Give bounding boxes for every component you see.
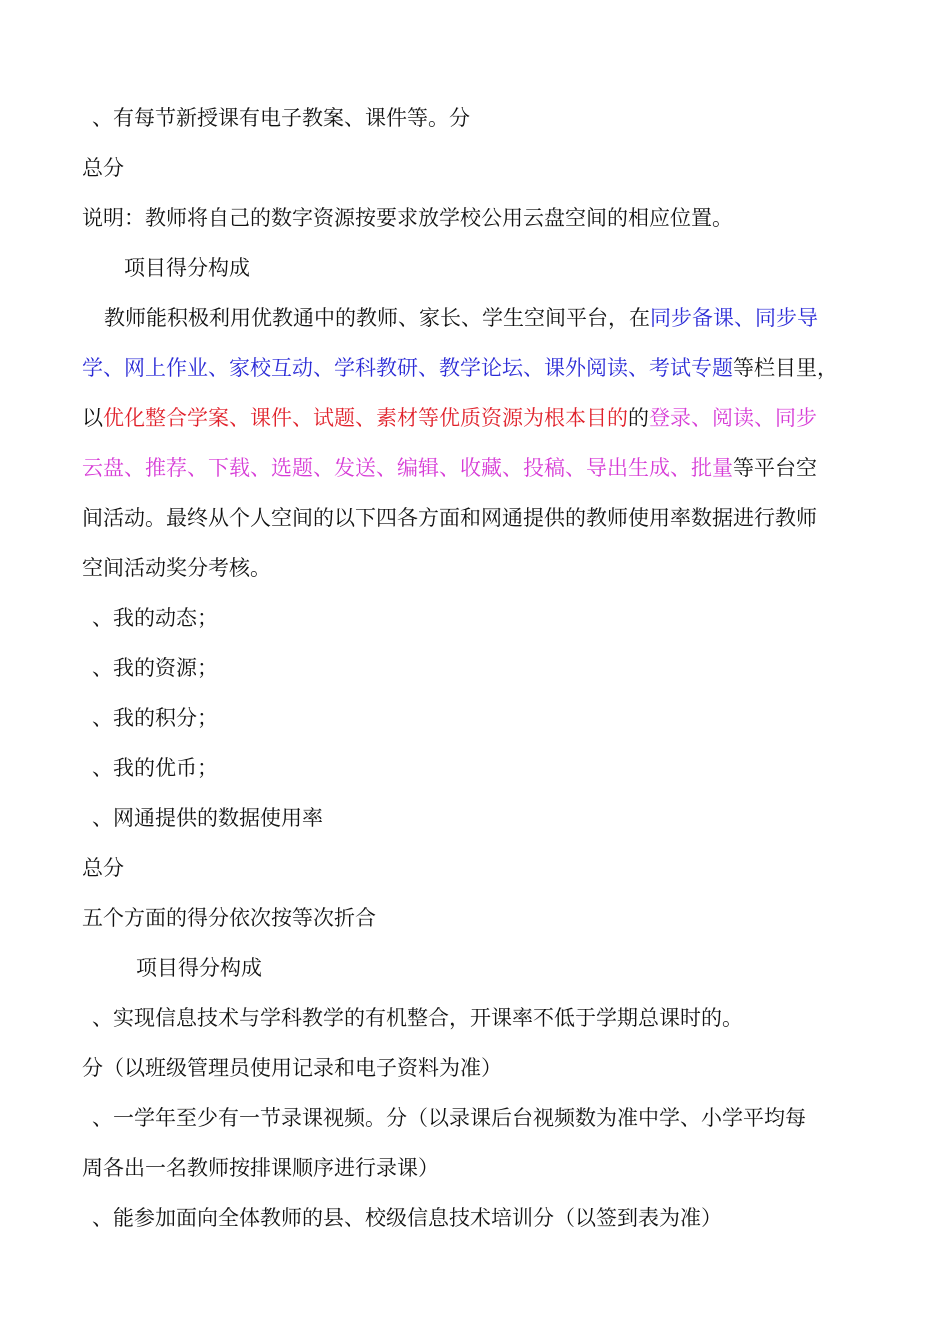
paragraph-text: 以 <box>82 406 103 430</box>
requirement-item-continued: 分（以班级管理员使用记录和电子资料为准） <box>82 1056 502 1080</box>
list-item: 、我的优币； <box>92 756 218 780</box>
highlight-blue: 学、网上作业、家校互动、学科教研、教学论坛、课外阅读、考试专题 <box>82 356 733 380</box>
list-item: 、网通提供的数据使用率 <box>92 806 323 830</box>
list-item: 、我的动态； <box>92 606 218 630</box>
paragraph-text: 等平台空 <box>733 456 817 480</box>
paragraph-text: 教师能积极利用优教通中的教师、家长、学生空间平台，在 <box>104 306 650 330</box>
conversion-note: 五个方面的得分依次按等次折合 <box>82 906 376 930</box>
paragraph-text: 等栏目里， <box>733 356 838 380</box>
paragraph-text: 的 <box>628 406 649 430</box>
requirement-item: 、能参加面向全体教师的县、校级信息技术培训分（以签到表为准） <box>92 1206 722 1230</box>
section-heading: 项目得分构成 <box>124 256 250 280</box>
highlight-magenta: 云盘、推荐、下载、选题、发送、编辑、收藏、投稿、导出生成、批量 <box>82 456 733 480</box>
highlight-magenta: 登录、阅读、同步 <box>649 406 817 430</box>
item-e-lesson-plans: 、有每节新授课有电子教案、课件等。分 <box>92 106 470 130</box>
list-item: 、我的积分； <box>92 706 218 730</box>
paragraph-line-4 <box>82 452 817 484</box>
requirement-item: 、一学年至少有一节录课视频。分（以录课后台视频数为准中学、小学平均每 <box>92 1106 806 1130</box>
section-heading: 项目得分构成 <box>136 956 262 980</box>
highlight-red: 优化整合学案、课件、试题、素材等优质资源为根本目的 <box>103 406 628 430</box>
total-score-label: 总分 <box>82 856 124 880</box>
explanation-note: 说明：教师将自己的数字资源按要求放学校公用云盘空间的相应位置。 <box>82 206 733 230</box>
list-item: 、我的资源； <box>92 656 218 680</box>
paragraph-line-5: 间活动。最终从个人空间的以下四各方面和网通提供的教师使用率数据进行教师 <box>82 506 817 530</box>
paragraph-line-3 <box>82 402 817 434</box>
paragraph-line-1 <box>104 302 818 334</box>
total-score-label: 总分 <box>82 156 124 180</box>
requirement-item: 、实现信息技术与学科教学的有机整合，开课率不低于学期总课时的。 <box>92 1006 743 1030</box>
paragraph-line-6: 空间活动奖分考核。 <box>82 556 271 580</box>
requirement-item-continued: 周各出一名教师按排课顺序进行录课） <box>82 1156 439 1180</box>
paragraph-line-2 <box>82 352 838 384</box>
highlight-blue: 同步备课、同步导 <box>650 306 818 330</box>
